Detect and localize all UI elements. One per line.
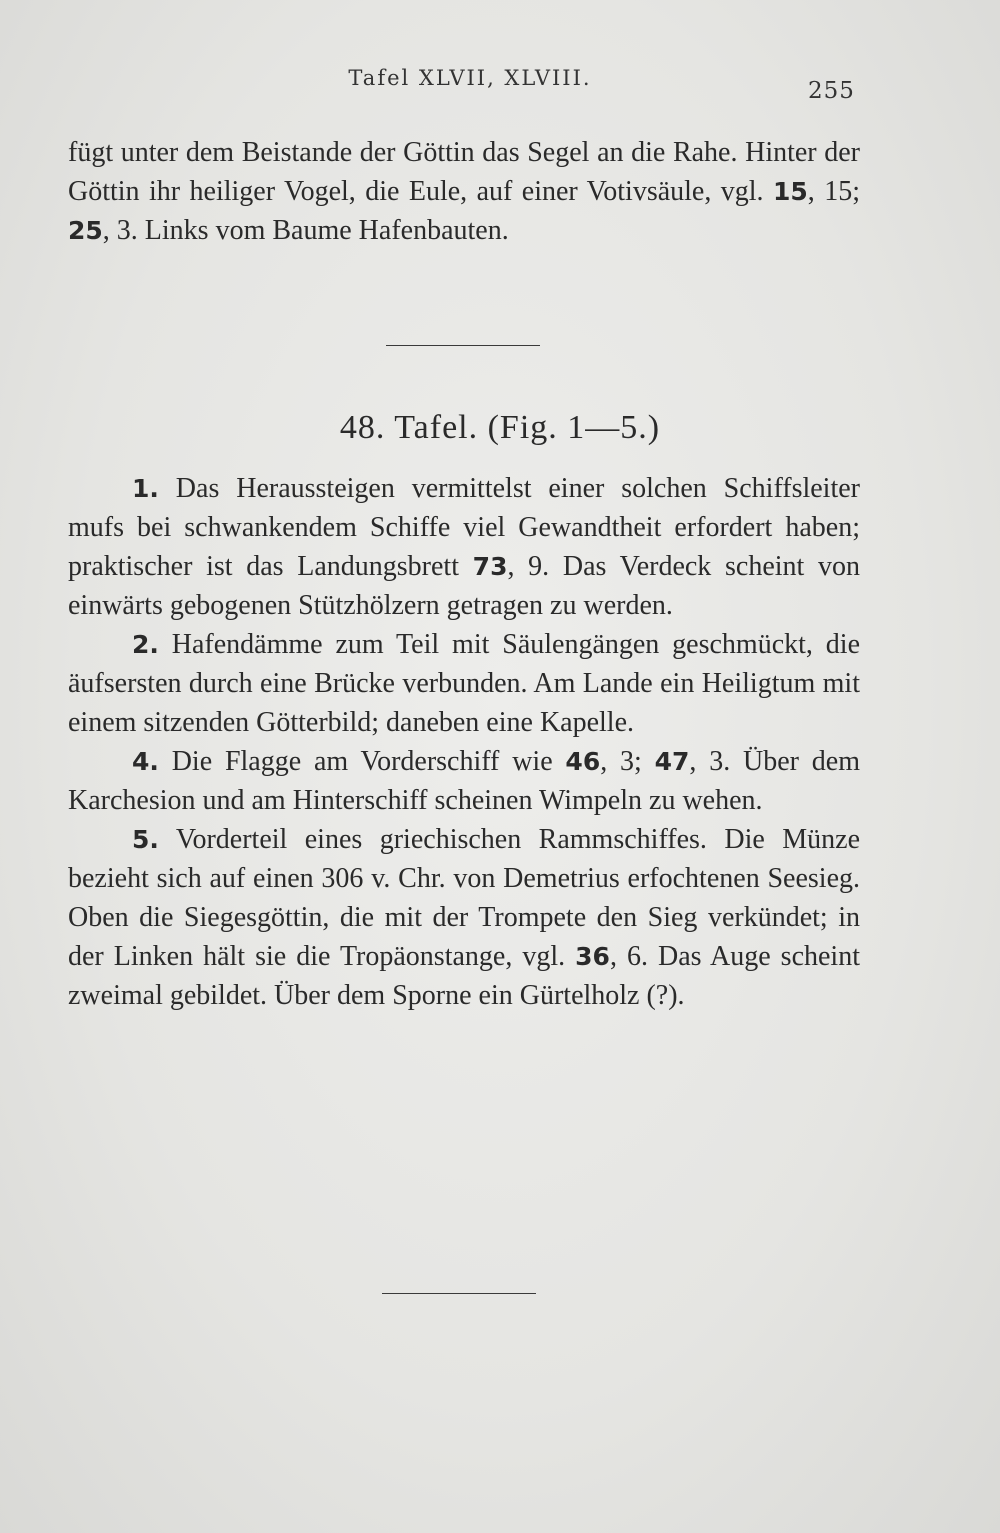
entry-text: , 3. Über dem Karchesion und am Hinterschiff scheinen Wimpeln zu wehen. (68, 746, 860, 816)
entry-number: 4. (132, 747, 159, 776)
intro-text: , 3. Links vom Baume Hafenbauten. (102, 215, 509, 246)
plate-ref: 15 (773, 177, 808, 206)
plate-ref: 36 (575, 942, 610, 971)
section-divider-bottom (382, 1293, 536, 1294)
entry-text: Hafendämme zum Teil mit Säulengängen geschmückt, die äufsersten durch eine Brücke verbunden. Am Lande ein Heiligtum mit einem sitzenden Götterbild; daneben eine Kapelle. (68, 629, 860, 738)
plate-ref: 46 (565, 747, 601, 776)
entry-2 (68, 625, 860, 742)
intro-paragraph (68, 133, 860, 250)
entry-5 (68, 820, 860, 1015)
entry-number: 5. (132, 825, 159, 854)
entry-text: , 6. Das Auge scheint zweimal gebildet. Über dem Sporne ein Gürtelholz (?). (68, 941, 860, 1011)
entry-1 (68, 469, 860, 625)
plate-ref: 73 (472, 552, 508, 581)
intro-text: fügt unter dem Beistande der Göttin das Segel an die Rahe. Hinter der Göttin ihr heiliger Vogel, die Eule, auf einer Votivsäule, vgl. (68, 137, 860, 207)
entry-number: 2. (132, 630, 159, 659)
plate-ref: 47 (654, 747, 690, 776)
entry-4 (68, 742, 860, 820)
entry-text: , 3; (600, 746, 655, 777)
section-heading: 48. Tafel. (Fig. 1—5.) (339, 409, 661, 446)
entry-text: Vorderteil eines griechischen Rammschiffes. Die Münze bezieht sich auf einen 306 v. Chr. von Demetrius erfochtenen Seesieg. Oben die Siegesgöttin, die mit der Trompete den Sieg verkündet; in der Linken hält sie die Tropäonstange, vgl. (68, 824, 860, 972)
intro-text: , 15; (807, 176, 861, 207)
running-head: Tafel XLVII, XLVIII. (348, 66, 592, 90)
entry-text: Das Heraussteigen vermittelst einer solchen Schiffsleiter mufs bei schwankendem Schiffe viel Gewandtheit erfordert haben; praktischer ist das Landungsbrett (68, 473, 860, 582)
plate-48-entries (68, 469, 860, 1015)
plate-ref: 25 (68, 216, 103, 245)
entry-text: Die Flagge am Vorderschiff wie (158, 746, 566, 777)
entry-text: , 9. Das Verdeck scheint von einwärts gebogenen Stützhölzern getragen zu werden. (68, 551, 860, 621)
page-number: 255 (808, 78, 855, 104)
entry-number: 1. (132, 474, 159, 503)
section-divider-top (386, 345, 540, 346)
